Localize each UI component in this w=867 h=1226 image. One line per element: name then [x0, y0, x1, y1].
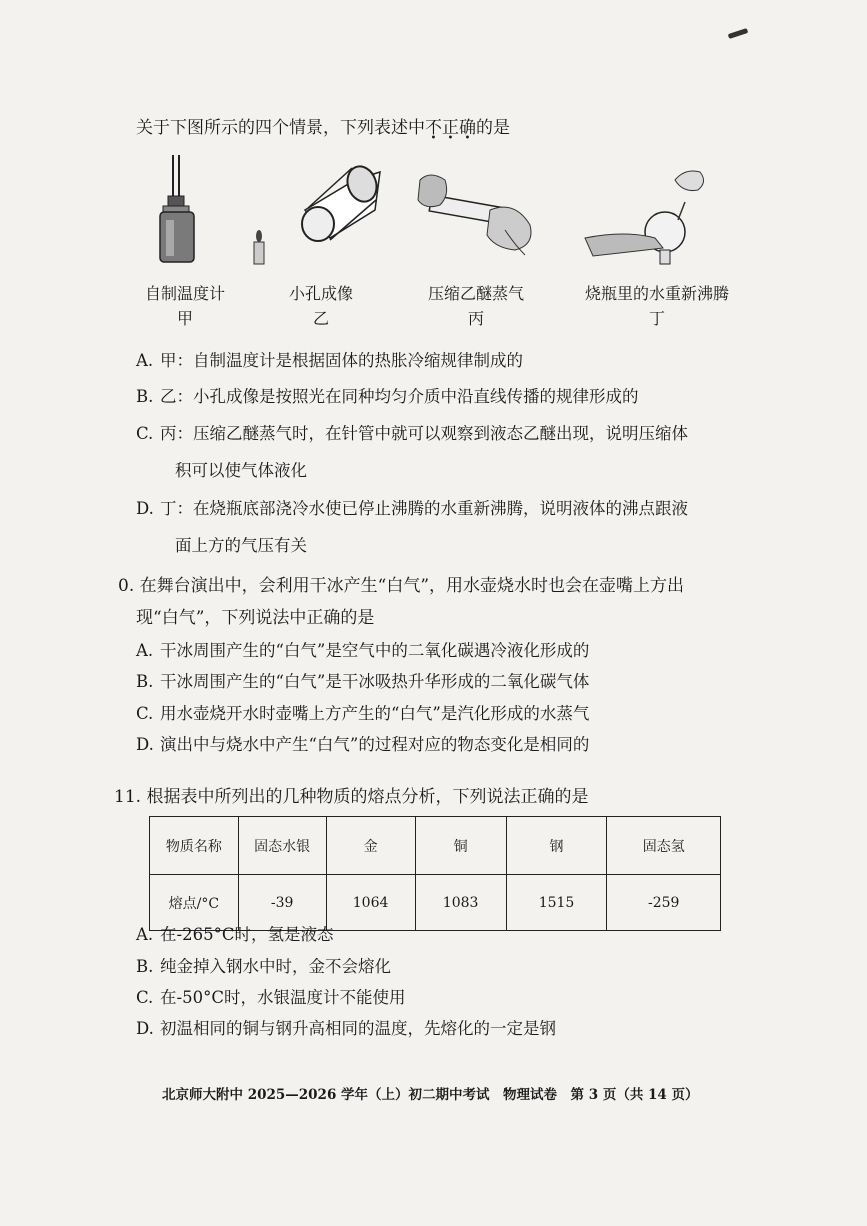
q11-option-b	[136, 956, 391, 978]
q10-option-b	[136, 671, 589, 693]
option-letter: B.	[136, 957, 154, 976]
option-text: 丙：压缩乙醚蒸气时，在针管中就可以观察到液态乙醚出现，说明压缩体	[160, 424, 688, 443]
q10-stem-line2: 现“白气”，下列说法中正确的是	[136, 608, 375, 628]
table-header-cell: 金	[326, 817, 415, 875]
q9-option-b	[136, 386, 639, 408]
table-header-cell: 铜	[415, 817, 506, 875]
table-cell: -39	[238, 875, 326, 931]
q9-option-c	[136, 423, 688, 445]
q10-stem-line1: 0. 在舞台演出中，会利用干冰产生“白气”，用水壶烧水时也会在壶嘴上方出	[118, 576, 685, 596]
tag-ding: 丁	[648, 309, 665, 328]
option-text: 干冰周围产生的“白气”是空气中的二氧化碳遇冷液化形成的	[160, 641, 590, 660]
option-text: 用水壶烧开水时壶嘴上方产生的“白气”是汽化形成的水蒸气	[160, 704, 590, 723]
q9-figures	[130, 150, 740, 280]
option-letter: C.	[136, 988, 154, 1007]
pinhole-camera-figure	[302, 162, 381, 241]
q9-stem-emph-1: 不	[425, 118, 442, 138]
option-text: 甲：自制温度计是根据固体的热胀冷缩规律制成的	[160, 351, 523, 370]
scan-mark	[728, 28, 749, 39]
option-letter: D.	[136, 499, 154, 518]
tag-jia: 甲	[176, 309, 193, 328]
q9-stem-emph-2: 正	[442, 118, 459, 138]
option-letter: A.	[136, 351, 154, 370]
table-cell: 1064	[326, 875, 415, 931]
page-footer: 北京师大附中 2025—2026 学年（上）初二期中考试 物理试卷 第 3 页（共 14 页）	[162, 1087, 699, 1103]
figure-caption-3	[401, 283, 551, 330]
q11-option-d	[136, 1018, 556, 1040]
option-text: 演出中与烧水中产生“白气”的过程对应的物态变化是相同的	[160, 735, 590, 754]
option-letter: D.	[136, 735, 154, 754]
table-header-cell: 物质名称	[150, 817, 239, 875]
q11-stem: 11. 根据表中所列出的几种物质的熔点分析，下列说法正确的是	[114, 787, 589, 807]
option-text: 干冰周围产生的“白气”是干冰吸热升华形成的二氧化碳气体	[160, 672, 590, 691]
tag-yi: 乙	[312, 309, 329, 328]
option-letter: B.	[136, 387, 154, 406]
option-letter: C.	[136, 424, 154, 443]
option-letter: A.	[136, 925, 154, 944]
q9-stem	[136, 116, 510, 140]
q9-option-d-line2: 面上方的气压有关	[175, 536, 307, 555]
table-cell: 1515	[506, 875, 607, 931]
option-text: 丁：在烧瓶底部浇冷水使已停止沸腾的水重新沸腾，说明液体的沸点跟液	[160, 499, 688, 518]
table-cell: -259	[607, 875, 721, 931]
q9-option-a	[136, 350, 523, 372]
q10-option-a	[136, 640, 589, 662]
figure-caption-1	[110, 283, 260, 330]
option-letter: C.	[136, 704, 154, 723]
melting-point-table	[149, 816, 721, 931]
table-row	[150, 875, 721, 931]
tag-bing: 丙	[467, 309, 484, 328]
option-letter: B.	[136, 672, 154, 691]
caption-flask: 烧瓶里的水重新沸腾	[584, 284, 729, 303]
table-header-row	[150, 817, 721, 875]
option-text: 乙：小孔成像是按照光在同种均匀介质中沿直线传播的规律形成的	[160, 387, 639, 406]
option-text: 初温相同的铜与钢升高相同的温度，先熔化的一定是钢	[160, 1019, 556, 1038]
q11-option-c	[136, 987, 405, 1009]
q9-stem-emph-3: 确	[459, 118, 476, 138]
syringe-figure	[418, 175, 531, 255]
caption-thermometer: 自制温度计	[144, 284, 225, 303]
table-header-cell: 固态氢	[607, 817, 721, 875]
table-cell: 熔点/°C	[150, 875, 239, 931]
q10-option-d	[136, 734, 589, 756]
caption-pinhole: 小孔成像	[288, 284, 353, 303]
q9-stem-pre: 关于下图所示的四个情景，下列表述中	[136, 118, 425, 138]
figure-caption-4	[572, 283, 742, 330]
option-text: 纯金掉入钢水中时，金不会熔化	[160, 957, 391, 976]
thermometer-figure	[160, 155, 194, 262]
option-letter: D.	[136, 1019, 154, 1038]
q11-option-a	[136, 924, 333, 946]
q9-option-d	[136, 498, 688, 520]
option-text: 在-50°C时，水银温度计不能使用	[160, 988, 406, 1007]
table-cell: 1083	[415, 875, 506, 931]
option-letter: A.	[136, 641, 154, 660]
table-header-cell: 钢	[506, 817, 607, 875]
option-text: 在-265°C时，氢是液态	[160, 925, 334, 944]
q9-stem-post: 的是	[476, 118, 510, 138]
table-header-cell: 固态水银	[238, 817, 326, 875]
flask-figure	[585, 171, 704, 264]
q9-option-c-line2: 积可以使气体液化	[175, 461, 307, 480]
caption-syringe: 压缩乙醚蒸气	[427, 284, 524, 303]
candle-figure	[254, 230, 264, 264]
q10-option-c	[136, 703, 589, 725]
figure-caption-2	[246, 283, 396, 330]
